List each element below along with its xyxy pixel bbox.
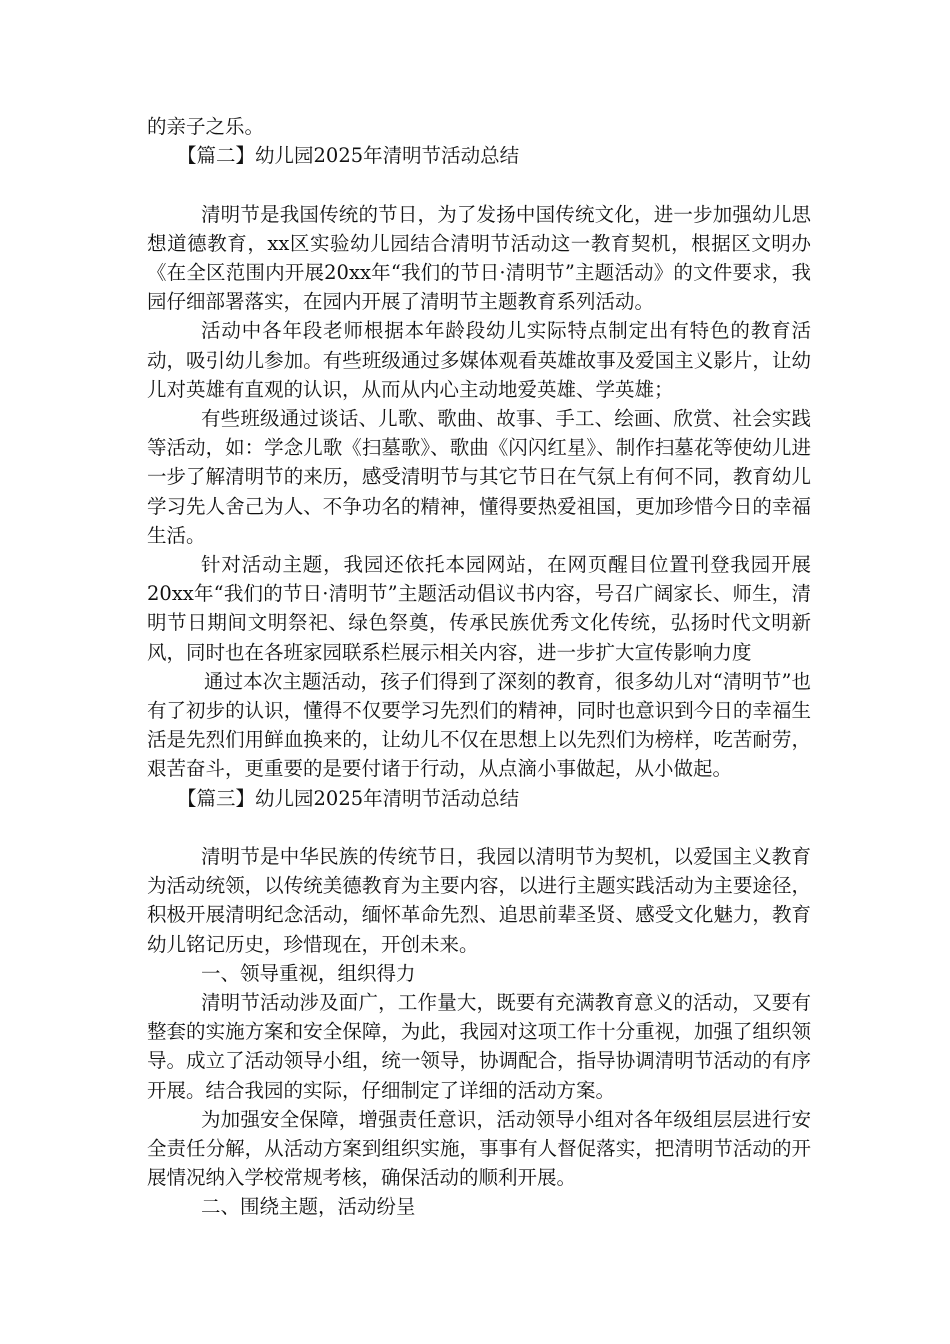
paragraph-intro: 清明节是我国传统的节日，为了发扬中国传统文化，进一步加强幼儿思想道德教育，xx区实验幼儿园结合清明节活动这一教育契机，根据区文明办《在全区范围内开展20xx年“我们的节日·清明节”主题活动》的文件要求，我园仔细部署落实，在园内开展了清明节主题教育系列活动。 bbox=[147, 202, 811, 314]
paragraph-activities: 活动中各年段老师根据本年龄段幼儿实际特点制定出有特色的教育活动，吸引幼儿参加。有些班级通过多媒体观看英雄故事及爱国主义影片，让幼儿对英雄有直观的认识，从而从内心主动地爱英雄、学英雄； bbox=[147, 319, 811, 401]
paragraph-website: 针对活动主题，我园还依托本园网站，在网页醒目位置刊登我园开展20xx年“我们的节日·清明节”主题活动倡议书内容，号召广阔家长、师生，清明节日期间文明祭祀、绿色祭奠，传承民族优秀文化传统，弘扬时代文明新风，同时也在各班家园联系栏展示相关内容，进一步扩大宣传影响力度 bbox=[147, 553, 811, 664]
paragraph-safety: 为加强安全保障，增强责任意识，活动领导小组对各年级组层层进行安全责任分解，从活动方案到组织实施，事事有人督促落实，把清明节活动的开展情况纳入学校常规考核，确保活动的顺利开展。 bbox=[147, 1107, 811, 1190]
paragraph-conclusion: 通过本次主题活动，孩子们得到了深刻的教育，很多幼儿对“清明节”也有了初步的认识，懂得不仅要学习先烈们的精神，同时也意识到今日的幸福生活是先烈们用鲜血换来的，让幼儿不仅在思想上以先烈们为榜样，吃苦耐劳，艰苦奋斗，更重要的是要付诸于行动，从点滴小事做起，从小做起。 bbox=[147, 669, 811, 781]
section-heading-part-two: 【篇二】幼儿园2025年清明节活动总结 bbox=[177, 144, 520, 168]
paragraph-class-activities: 有些班级通过谈话、儿歌、歌曲、故事、手工、绘画、欣赏、社会实践等活动，如：学念儿歌《扫墓歌》、歌曲《闪闪红星》、制作扫墓花等使幼儿进一步了解清明节的来历，感受清明节与其它节日在气氛上有何不同，教育幼儿学习先人舍己为人、不争功名的精神，懂得要热爱祖国，更加珍惜今日的幸福生活。 bbox=[147, 407, 811, 547]
blank-line bbox=[147, 813, 811, 842]
document-page bbox=[147, 112, 811, 1222]
paragraph-leadership: 清明节活动涉及面广，工作量大，既要有充满教育意义的活动，又要有整套的实施方案和安全保障，为此，我园对这项工作十分重视，加强了组织领导。成立了活动领导小组，统一领导，协调配合，指导协调清明节活动的有序开展。结合我园的实际，仔细制定了详细的活动方案。 bbox=[147, 991, 811, 1102]
paragraph-part-three-intro: 清明节是中华民族的传统节日，我园以清明节为契机，以爱国主义教育为活动统领，以传统美德教育为主要内容，以进行主题实践活动为主要途径，积极开展清明纪念活动，缅怀革命先烈、追思前辈圣贤、感受文化魅力，教育幼儿铭记历史，珍惜现在，开创未来。 bbox=[147, 845, 811, 956]
subheading-leadership: 一、领导重视，组织得力 bbox=[201, 961, 416, 985]
section-heading-part-three: 【篇三】幼儿园2025年清明节活动总结 bbox=[177, 786, 520, 810]
subheading-theme: 二、围绕主题，活动纷呈 bbox=[201, 1195, 416, 1219]
blank-line bbox=[147, 170, 811, 199]
paragraph-continuation: 的亲子之乐。 bbox=[147, 115, 265, 138]
